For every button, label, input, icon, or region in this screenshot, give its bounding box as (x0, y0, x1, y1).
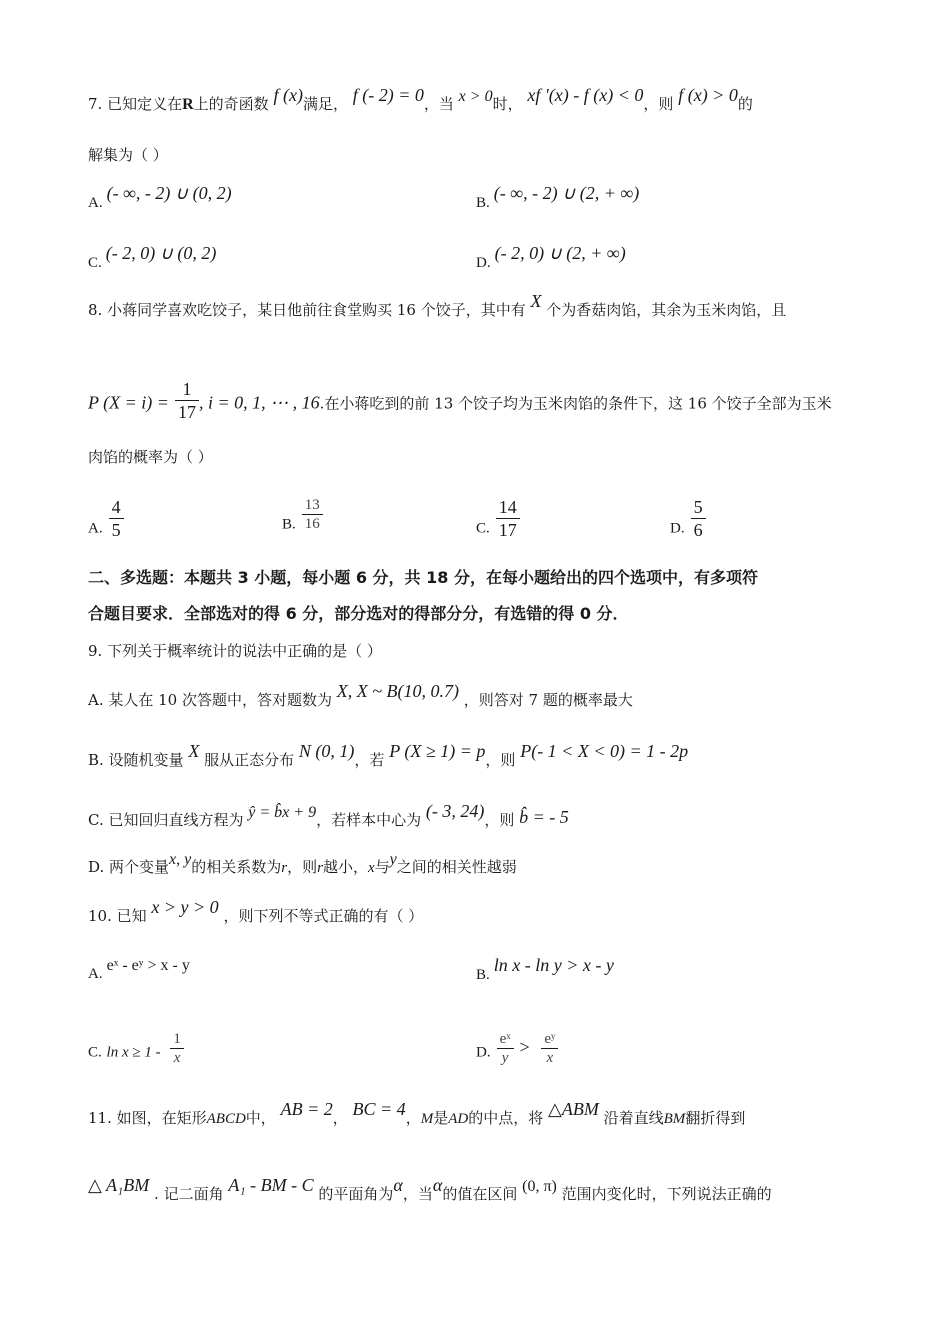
q9-option-c[interactable] (88, 801, 880, 832)
q11-triangle-abm: △ABM (548, 1099, 599, 1119)
q11-text: . 记二面角 (154, 1185, 224, 1203)
fraction-denominator: y (501, 1050, 509, 1066)
q11-text: 的平面角为 (318, 1185, 394, 1203)
q7-text: ，当 (423, 95, 454, 113)
option-value: (- 2, 0) ∪ (2, + ∞) (494, 243, 626, 263)
q11-point-m: M (420, 1111, 434, 1127)
option-value: (- ∞, - 2) ∪ (0, 2) (106, 183, 232, 203)
q11-line-bm: BM (663, 1111, 686, 1127)
option-fraction (302, 496, 323, 533)
q10-stem (88, 897, 880, 927)
q8-option-d[interactable] (670, 497, 706, 551)
q11-text: ，当 (402, 1185, 433, 1203)
section2-title-line1: 二、多选题：本题共 3 小题，每小题 6 分，共 18 分，在每小题给出的四个选项中，有多项符 (88, 568, 758, 587)
q7-cond-x-positive: x > 0 (458, 88, 493, 105)
q7-cond-fx-positive: f (x) > 0 (678, 85, 738, 105)
q8-stem-line3: 肉馅的概率为（ ） (88, 448, 213, 466)
q9-text: 服从正态分布 (204, 751, 295, 769)
fraction-denominator: 17 (498, 520, 517, 540)
q9-text: 与 (374, 858, 390, 876)
q7-text: 上的奇函数 (193, 95, 269, 113)
q10-option-b[interactable] (476, 955, 614, 986)
q11-text: 沿着直线 (603, 1109, 664, 1127)
option-label: C. (476, 520, 490, 537)
q9-prob-result: P(- 1 < X < 0) = 1 - 2p (520, 741, 689, 761)
q7-cond-derivative: xf ′(x) - f (x) < 0 (527, 85, 644, 105)
q10-text: ，则下列不等式正确的有（ ） (223, 907, 424, 925)
option-value: eˣ - eʸ > x - y (106, 957, 190, 974)
q9-variable-x: X (188, 741, 200, 761)
q9-text: ，若样本中心为 (316, 811, 422, 829)
q9-text: 的相关系数为 (191, 858, 282, 876)
fraction-numerator: 1 (175, 378, 199, 401)
q11-text: 是 (433, 1109, 449, 1127)
option-value: (- ∞, - 2) ∪ (2, + ∞) (493, 183, 640, 203)
q8-stem-line1 (88, 291, 880, 321)
fraction-denominator: x (546, 1050, 554, 1066)
q9-text: ，若 (354, 751, 385, 769)
fraction-denominator: 16 (304, 516, 320, 532)
comparison-operator: > (518, 1036, 531, 1057)
q7-text: 满足， (302, 95, 348, 113)
q10-option-a[interactable] (88, 957, 190, 985)
q9-stem: 9. 下列关于概率统计的说法中正确的是（ ） (88, 642, 382, 660)
q8-prob-lhs: P (X = i) = (88, 392, 169, 413)
q9-text: B. 设随机变量 (88, 751, 184, 769)
fraction-denominator: 17 (177, 402, 196, 422)
q9-var-y: y (389, 851, 397, 868)
q9-text: ，则答对 7 题的概率最大 (463, 691, 633, 709)
q7-option-a[interactable] (88, 183, 232, 214)
fraction-numerator: 5 (691, 496, 706, 519)
q11-triangle-a1bm: △ A₁BM (88, 1175, 150, 1195)
q9-vars-xy: x, y (169, 851, 192, 868)
q9-text: 之间的相关性越弱 (396, 858, 517, 876)
option-fraction (170, 1030, 184, 1067)
q7-stem (88, 85, 880, 116)
q9-binomial: X, X ~ B(10, 0.7) (336, 681, 459, 701)
q9-text: D. 两个变量 (88, 858, 170, 876)
q7-stem-line2: 解集为（ ） (88, 146, 168, 164)
q11-stem-line2 (88, 1175, 880, 1206)
q9-text: 越小， (322, 858, 368, 876)
q9-text: A. 某人在 10 次答题中，答对题数为 (88, 691, 332, 709)
fraction-numerator: 13 (302, 496, 323, 515)
q10-option-c[interactable] (88, 1031, 184, 1071)
fraction-numerator: 4 (109, 496, 124, 519)
q7-fx: f (x) (273, 85, 303, 105)
q11-text: 中， (245, 1109, 276, 1127)
fraction-denominator: x (173, 1050, 181, 1066)
option-value: ln x - ln y > x - y (493, 955, 614, 975)
option-label: D. (476, 1044, 491, 1061)
option-label: B. (282, 516, 296, 533)
q11-text: 的值在区间 (442, 1185, 518, 1203)
option-fraction (541, 1030, 558, 1067)
option-label: B. (476, 195, 490, 211)
q9-var-r: r (281, 860, 288, 876)
q11-interval: (0, π) (522, 1178, 557, 1195)
q7-text: 的 (737, 95, 753, 113)
q11-alpha: α (393, 1175, 403, 1195)
q9-option-a[interactable] (88, 681, 880, 711)
option-fraction (497, 1030, 514, 1067)
q8-option-b[interactable] (282, 497, 323, 543)
option-label: C. (88, 255, 102, 271)
q11-bc-length: BC = 4 (352, 1099, 406, 1119)
q10-condition: x > y > 0 (151, 897, 219, 917)
q8-text: .在小蒋吃到的前 13 个饺子均为玉米肉馅的条件下，这 16 个饺子全部为玉米 (319, 394, 832, 413)
q11-alpha: α (432, 1175, 443, 1195)
q11-text: ， (332, 1109, 348, 1127)
q9-text: ，则 (485, 751, 516, 769)
q7-cond-f-neg2: f (- 2) = 0 (352, 85, 424, 105)
q9-b-hat: b̂ = - 5 (519, 807, 569, 827)
q7-real-set: R (182, 96, 194, 113)
q7-option-b[interactable] (476, 183, 640, 214)
option-label: C. (88, 1044, 102, 1061)
q11-text: 范围内变化时，下列说法正确的 (561, 1185, 772, 1203)
q8-stem-line2 (88, 379, 880, 427)
q9-var-x: x (367, 860, 375, 876)
q7-text: ，则 (643, 95, 674, 113)
q11-segment-ad: AD (448, 1111, 469, 1127)
option-label: A. (88, 195, 103, 211)
q9-normal-dist: N (0, 1) (298, 741, 355, 761)
q10-text: 10. 已知 (88, 907, 147, 925)
option-label: B. (476, 967, 490, 983)
fraction-numerator: eʸ (541, 1030, 558, 1049)
q7-option-c[interactable] (88, 243, 217, 274)
section2-title-line2: 合题目要求．全部选对的得 6 分，部分选对的得部分分，有选错的得 0 分． (88, 604, 629, 623)
q11-text: 的中点，将 (468, 1109, 544, 1127)
option-label: A. (88, 966, 103, 982)
q8-text: 8. 小蒋同学喜欢吃饺子，某日他前往食堂购买 16 个饺子，其中有 (88, 301, 526, 319)
q7-text: 7. 已知定义在 (88, 95, 183, 113)
q9-text: C. 已知回归直线方程为 (88, 811, 244, 829)
option-label: D. (670, 520, 685, 537)
fraction-numerator: 14 (496, 496, 520, 519)
q9-text: ，则 (484, 811, 515, 829)
q11-stem-line1 (88, 1099, 880, 1130)
q11-dihedral-angle: A₁ - BM - C (228, 1175, 314, 1195)
q9-sample-center: (- 3, 24) (425, 801, 485, 821)
fraction-numerator: 1 (170, 1030, 184, 1049)
q8-prob-rhs: , i = 0, 1, ⋯ , 16 (198, 392, 320, 413)
option-value: ln x ≥ 1 - (106, 1044, 165, 1061)
q11-text: 翻折得到 (685, 1109, 746, 1127)
q9-option-b[interactable] (88, 741, 880, 771)
q8-text: 个为香菇肉馅，其余为玉米肉馅，且 (546, 301, 787, 319)
option-label: D. (476, 255, 491, 271)
q8-option-c[interactable] (476, 497, 520, 551)
q7-text: 时， (492, 95, 523, 113)
q8-prob-fraction (175, 378, 199, 423)
q8-variable-x: X (530, 291, 542, 311)
q11-text: 11. 如图，在矩形 (88, 1109, 207, 1127)
q11-text: ， (405, 1109, 421, 1127)
q9-prob-p: P (X ≥ 1) = p (389, 741, 486, 761)
q11-ab-length: AB = 2 (280, 1099, 333, 1119)
fraction-numerator: eˣ (497, 1030, 514, 1049)
fraction-denominator: 6 (693, 520, 703, 540)
q11-rectangle: ABCD (206, 1111, 246, 1127)
option-fraction (691, 496, 706, 541)
fraction-denominator: 5 (111, 520, 121, 540)
q9-option-d[interactable] (88, 851, 880, 879)
option-fraction (496, 496, 520, 541)
q7-option-d[interactable] (476, 243, 626, 274)
q9-var-r: r (317, 860, 323, 876)
option-fraction (109, 496, 124, 541)
option-label: A. (88, 520, 103, 537)
q10-option-d[interactable] (476, 1031, 558, 1071)
q9-regression-eq: ŷ = b̂x + 9 (248, 804, 317, 821)
q9-text: ，则 (287, 858, 318, 876)
q8-option-a[interactable] (88, 497, 124, 551)
option-value: (- 2, 0) ∪ (0, 2) (105, 243, 217, 263)
